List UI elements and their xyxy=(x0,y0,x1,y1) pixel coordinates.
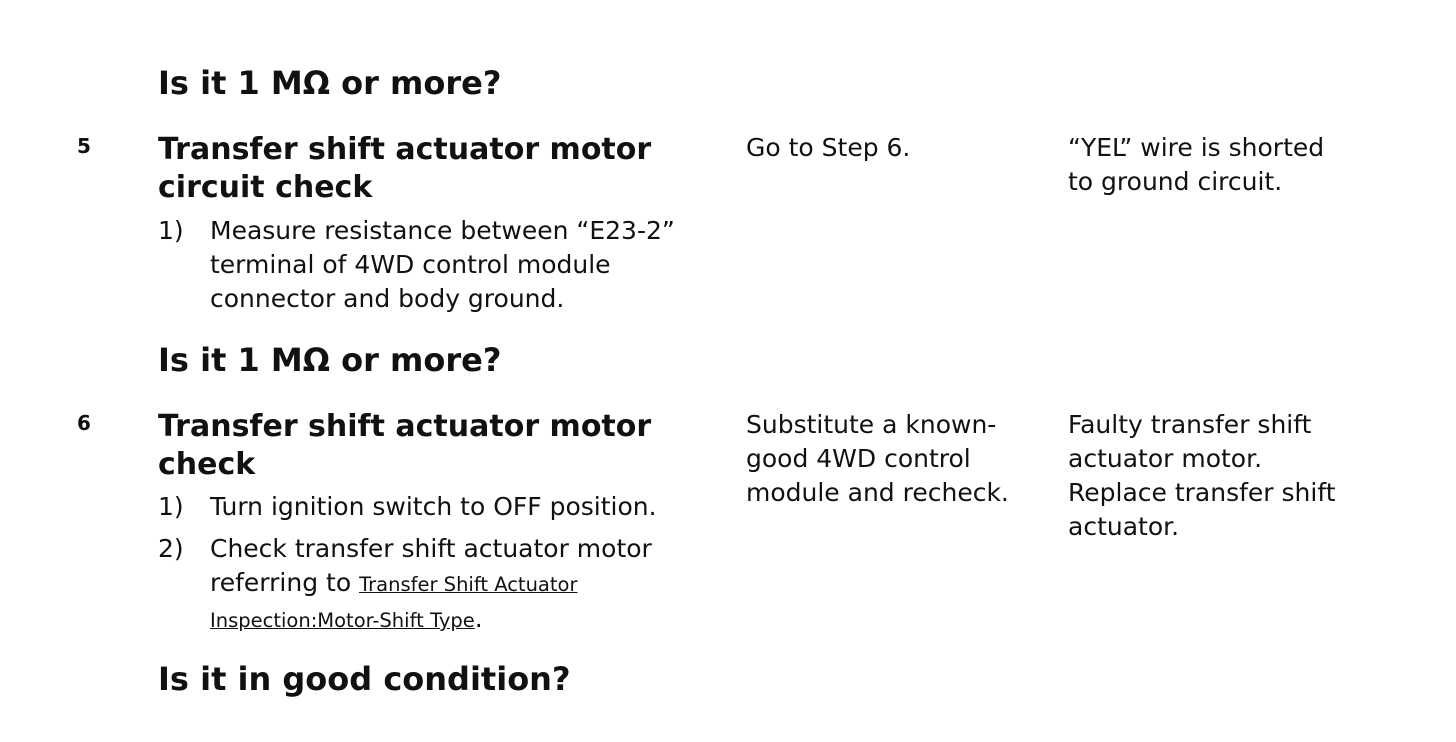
item-number: 1) xyxy=(158,492,184,521)
step-6-title: Transfer shift actuator motor check xyxy=(158,409,652,482)
item-text-before: Check transfer shift actuator motor referring to xyxy=(210,534,652,597)
step-6-number: 6 xyxy=(77,411,91,435)
item-text: Turn ignition switch to OFF position. xyxy=(210,492,657,521)
step-6-question: Is it in good condition? xyxy=(158,660,571,698)
item-text-after: . xyxy=(474,604,483,633)
item-number: 1) xyxy=(158,216,184,245)
step-4-question: Is it 1 MΩ or more? xyxy=(158,64,502,102)
step-6-item-2 xyxy=(158,532,718,638)
step-5-no-result: “YEL” wire is shorted to ground circuit. xyxy=(1068,133,1325,196)
step-6-yes-result: Substitute a known-good 4WD control module and recheck. xyxy=(746,410,1009,507)
step-5-question: Is it 1 MΩ or more? xyxy=(158,341,502,379)
item-text: Measure resistance between “E23-2” terminal of 4WD control module connector and body ground. xyxy=(210,216,675,313)
inspection-link[interactable]: Transfer Shift Actuator Inspection:Motor-Shift Type xyxy=(210,573,578,632)
step-5-number: 5 xyxy=(77,134,91,158)
item-text xyxy=(210,532,718,638)
step-6-item-1 xyxy=(158,490,718,524)
step-5-item-1 xyxy=(158,214,718,316)
step-5-yes-result: Go to Step 6. xyxy=(746,133,911,162)
item-number: 2) xyxy=(158,534,184,563)
step-6-no-result: Faulty transfer shift actuator motor. Replace transfer shift actuator. xyxy=(1068,410,1336,541)
step-5-title: Transfer shift actuator motor circuit check xyxy=(158,132,652,205)
